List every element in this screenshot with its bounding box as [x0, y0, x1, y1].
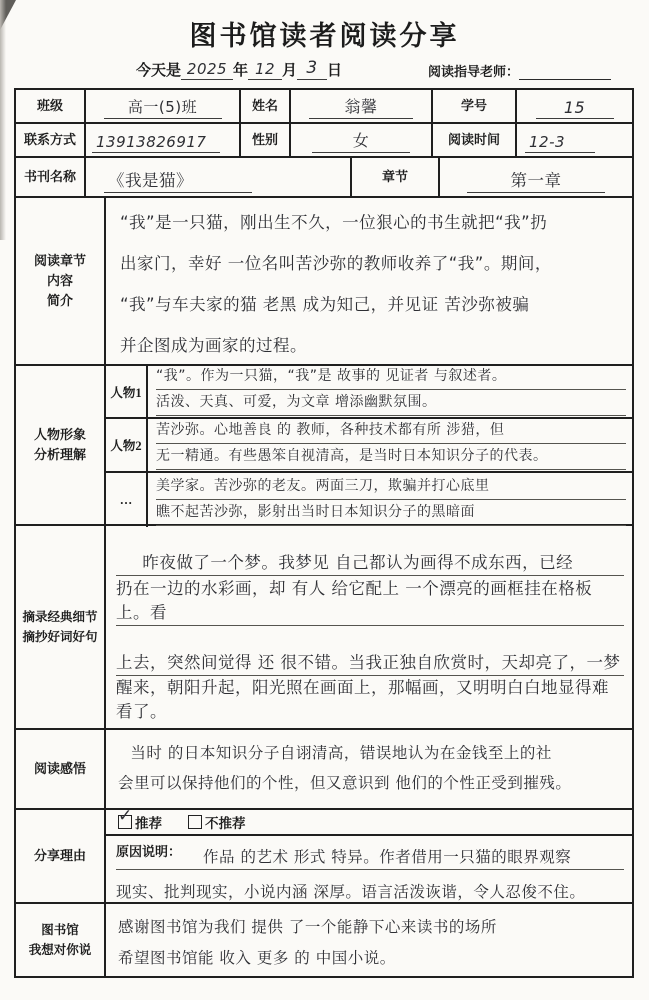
date-year-unit: 年 — [233, 63, 249, 79]
summary-line: 出家门，幸好 一位名叫苦沙弥的教师收养了“我”。期间， — [120, 254, 552, 273]
class-label: 班级 — [16, 90, 86, 122]
share-reason-content — [106, 806, 632, 902]
not-recommend-label: 不推荐 — [205, 816, 246, 831]
chapter-summary-label: 阅读章节 内容 简介 — [16, 198, 106, 364]
class-value-cell — [86, 90, 241, 122]
character-row-3 — [106, 473, 632, 527]
recommend-label: 推荐 — [135, 816, 162, 831]
summary-line: 并企图成为画家的过程。 — [120, 336, 307, 355]
date-day-value: 3 — [297, 58, 327, 80]
section-excerpt — [16, 526, 632, 730]
date-day-unit: 日 — [327, 63, 343, 79]
reflection-text: 当时 的日本知识分子自诩清高，错误地认为在金钱至上的社 会里可以保持他们的个性，但又意识到 他们的个性正受到摧残。 — [118, 744, 572, 792]
character-rows — [106, 366, 632, 524]
form-title: 图书馆读者阅读分享 — [189, 21, 460, 51]
contact-label: 联系方式 — [16, 124, 86, 156]
class-value: 高一(5)班 — [104, 96, 222, 119]
excerpt-line: 醒来，朝阳升起，阳光照在画面上，那幅画，又明明白白地显得难看了。 — [116, 678, 609, 721]
character3-tag: … — [106, 473, 148, 527]
excerpt-line: 上去，突然间觉得 还 很不错。当我正独自欣赏时，天却亮了，一梦 — [116, 626, 624, 676]
not-recommend-option — [188, 812, 246, 832]
gender-label: 性别 — [241, 124, 291, 156]
reason-line-2: 现实、批判现实，小说内涵 深厚。语言活泼诙谐，令人忍俊不住。 — [116, 883, 586, 901]
student-no-value-cell — [517, 90, 632, 122]
chapter-value-cell — [440, 158, 632, 196]
contact-value: 13913826917 — [92, 133, 220, 153]
date-year-value: 2025 — [181, 60, 233, 80]
character2-text: 苦沙弥。心地善良 的 教师，各种技术都有所 涉猎，但 无一精通。有些愚笨自视清高，是当时日本知识分子的代表。 — [148, 419, 632, 471]
reading-time-value: 12-3 — [525, 133, 595, 153]
name-value-cell — [291, 90, 433, 122]
gender-value-cell — [291, 124, 433, 156]
date-month-unit: 月 — [282, 63, 298, 79]
not-recommend-checkbox — [188, 815, 202, 829]
contact-value-cell — [86, 124, 241, 156]
character-row-1 — [106, 366, 632, 419]
book-title-value-cell — [86, 158, 352, 196]
book-title-value: 《我是猫》 — [104, 167, 252, 193]
date-prefix-label: 今天是 — [136, 63, 182, 79]
character1-tag: 人物1 — [106, 366, 148, 417]
library-message-text: 感谢图书馆为我们 提供 了一个能静下心来读书的场所 希望图书馆能 收入 更多 的 中国小说。 — [118, 918, 497, 967]
row-contact-gender-time — [16, 124, 632, 158]
library-message-label: 图书馆 我想对你说 — [16, 904, 106, 976]
character3-text: 美学家。苦沙弥的老友。两面三刀，欺骗并打心底里 瞧不起苦沙弥，影射出当时日本知识分子的黑暗面 — [148, 473, 632, 527]
reflection-label: 阅读感悟 — [16, 730, 106, 808]
teacher-blank-field — [519, 63, 611, 80]
teacher-label: 阅读指导老师： — [428, 64, 520, 79]
reason-block — [106, 836, 632, 902]
summary-line: “我”是一只猫，刚出生不久，一位狠心的书生就把“我”扔 — [120, 213, 548, 232]
chapter-label: 章节 — [352, 158, 440, 196]
chapter-summary-text — [106, 198, 632, 364]
character2-tag: 人物2 — [106, 419, 148, 471]
character-row-2 — [106, 419, 632, 473]
recommend-options — [106, 806, 632, 836]
recommend-option — [118, 806, 162, 832]
row-book-chapter — [16, 158, 632, 198]
student-no-label: 学号 — [433, 90, 517, 122]
name-value: 翁馨 — [309, 94, 413, 119]
recommend-checkbox — [118, 806, 133, 829]
gender-value: 女 — [312, 128, 410, 153]
character-analysis-label: 人物形象 分析理解 — [16, 366, 106, 524]
excerpt-label: 摘录经典细节 摘抄好词好句 — [16, 526, 106, 728]
excerpt-text — [106, 526, 632, 728]
section-share-reason — [16, 806, 632, 904]
share-reason-label: 分享理由 — [16, 810, 106, 902]
summary-line: “我”与车夫家的猫 老黑 成为知己，并见证 苦沙弥被骗 — [120, 295, 530, 314]
student-no-value: 15 — [536, 98, 614, 119]
character1-text: “我”。作为一只猫，“我”是 故事的 见证者 与叙述者。 活泼、天真、可爱，为文章 增添幽默氛围。 — [148, 366, 632, 417]
reason-label: 原因说明： — [116, 844, 182, 859]
excerpt-line: 扔在一边的水彩画，却 有人 给它配上 一个漂亮的画框挂在格板上。看 — [116, 576, 624, 626]
section-message-to-library — [16, 904, 632, 976]
row-class-name-number — [16, 90, 632, 124]
date-month-value: 12 — [248, 60, 282, 80]
section-chapter-summary — [16, 198, 632, 366]
excerpt-line: 昨夜做了一个梦。我梦见 自己都认为画得不成东西，已经 — [116, 530, 624, 576]
date-line — [136, 58, 342, 80]
reason-line-1: 原因说明： 作品 的艺术 形式 特异。作者借用一只猫的眼界观察 — [116, 838, 624, 870]
reading-time-label: 阅读时间 — [433, 124, 517, 156]
reading-time-value-cell — [517, 124, 632, 156]
reading-share-form-table — [14, 88, 634, 978]
teacher-line — [428, 61, 611, 80]
section-reading-reflection — [16, 730, 632, 810]
section-character-analysis — [16, 366, 632, 526]
chapter-value: 第一章 — [467, 167, 605, 193]
checkmark-icon: ✓ — [118, 806, 133, 826]
name-label: 姓名 — [241, 90, 291, 122]
book-title-label: 书刊名称 — [16, 158, 86, 196]
